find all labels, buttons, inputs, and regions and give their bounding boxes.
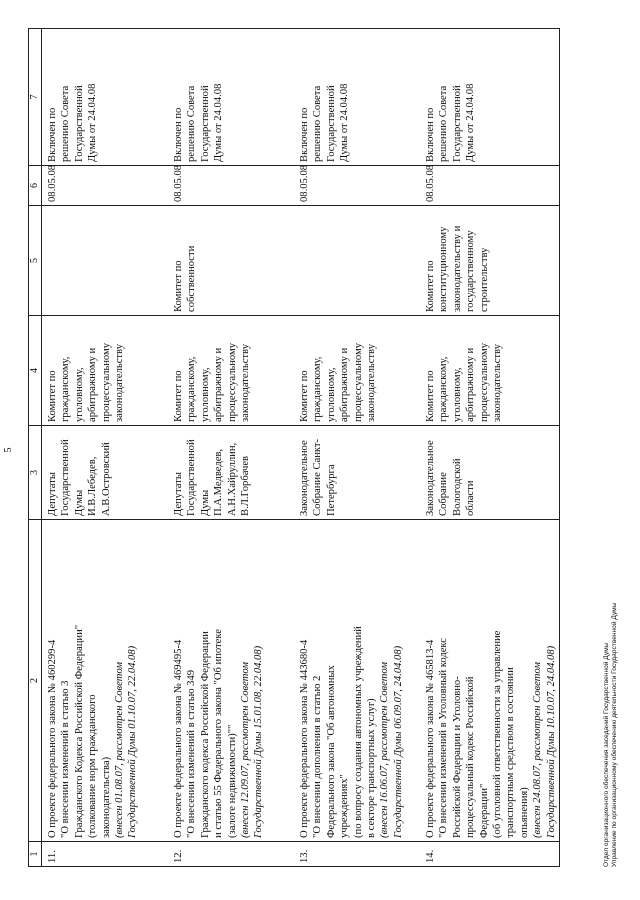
bill-title-line: в секторе транспортных услуг) — [366, 698, 378, 838]
status-line: решению Совета — [438, 85, 450, 162]
row-number-cell — [423, 842, 560, 867]
table-row — [171, 29, 291, 867]
bill-title-cell — [171, 520, 291, 842]
author-line: В.Л.Горбачев — [240, 455, 252, 516]
bill-title-line: О проекте федерального закона № 460299-4 — [47, 639, 58, 838]
co-committee-cell — [42, 206, 166, 316]
status-cell — [42, 29, 166, 166]
committee-cell — [42, 316, 166, 426]
author-line: Собрание — [438, 472, 450, 516]
table-row — [42, 29, 166, 867]
co-committee-line: строительству — [478, 247, 490, 312]
column-header-7: 7 — [29, 29, 42, 166]
bill-note-line: Государственной Думы 01.10.07, 22.04.08) — [127, 645, 139, 838]
bill-title-cell — [297, 520, 417, 842]
bill-title-line: Федерального закона "Об автономных — [325, 665, 337, 838]
footer-line: Управление по организационному обеспечению деятельности Государственной Думы — [611, 602, 618, 867]
bill-title-line: "О внесении изменений в статью 349 — [186, 669, 198, 838]
author-line: Законодательное — [299, 440, 310, 516]
row-number-cell — [42, 842, 166, 867]
date-cell — [297, 166, 417, 206]
column-header-1: 1 — [29, 842, 42, 867]
author-line: Государственной — [60, 439, 72, 516]
committee-line: законодательству — [114, 344, 126, 422]
date-value: 08.05.08 — [173, 164, 184, 202]
row-number: 11. — [47, 850, 58, 863]
row-number: 14. — [425, 849, 436, 863]
bill-title-line: О проекте федерального закона № 443680-4 — [299, 639, 310, 838]
header-row — [29, 29, 42, 867]
column-header-2: 2 — [29, 520, 42, 842]
status-line: Государственной — [325, 85, 337, 162]
status-line: Думы от 24.04.08 — [87, 83, 99, 162]
author-line: Думы — [199, 489, 211, 516]
status-cell — [171, 29, 291, 166]
co-committee-line: собственности — [186, 245, 198, 312]
table-row — [297, 29, 417, 867]
date-value: 08.05.08 — [425, 164, 436, 202]
committee-line: уголовному, — [73, 367, 85, 422]
bill-title-line: Гражданского кодекса Российской Федерации — [199, 631, 211, 838]
bill-note-line: Государственной Думы 10.10.07, 24.04.08) — [545, 645, 557, 838]
date-value: 08.05.08 — [299, 164, 310, 202]
committee-line: Комитет по — [299, 370, 310, 422]
author-line: А.В.Островский — [100, 442, 112, 516]
committee-line: процессуальному — [478, 343, 490, 422]
table-body — [42, 29, 560, 867]
status-line: Включен по — [47, 107, 58, 162]
bill-title-line: О проекте федерального закона № 469495-4 — [173, 639, 184, 838]
committee-line: уголовному, — [325, 367, 337, 422]
footer-line: Отдел организационного обеспечения заседаний Государственной Думы — [603, 642, 610, 867]
bill-title-line: Гражданского Кодекса Российской Федерации" — [73, 624, 85, 838]
author-line: И.В.Лебедев, — [87, 456, 99, 516]
status-line: Думы от 24.04.08 — [465, 83, 477, 162]
bill-title-line: (залоге недвижимости)"" — [226, 724, 238, 838]
author-cell — [297, 426, 417, 520]
committee-line: Комитет по — [425, 370, 436, 422]
status-line: решению Совета — [186, 85, 198, 162]
bill-note-line: (внесен 12.09.07, рассмотрен Советом — [240, 662, 252, 838]
status-line: решению Совета — [312, 85, 324, 162]
page-number: 5 — [3, 447, 14, 453]
bill-title-line: О проекте федерального закона № 465813-4 — [425, 639, 436, 838]
committee-line: Комитет по — [173, 370, 184, 422]
row-number-cell — [297, 842, 417, 867]
status-cell — [423, 29, 560, 166]
bill-note-line: Государственной Думы 15.01.08, 22.04.08) — [253, 645, 265, 838]
date-cell — [42, 166, 166, 206]
committee-cell — [423, 316, 560, 426]
column-header-3: 3 — [29, 426, 42, 520]
bill-note-line: (внесен 24.08.07, рассмотрен Советом — [532, 662, 544, 838]
author-line: П.А.Медведев, — [213, 448, 225, 516]
bill-title-line: (толкование норм гражданского — [87, 694, 99, 838]
bill-title-line: "О внесении изменений в статью 3 — [60, 680, 72, 838]
committee-line: гражданскому, — [186, 356, 198, 422]
status-line: Включен по — [299, 107, 310, 162]
bill-note-line: Государственной Думы 06.09.07, 24.04.08) — [392, 645, 404, 838]
author-line: Думы — [73, 489, 85, 516]
committee-line: арбитражному и — [465, 347, 477, 422]
row-number: 13. — [299, 849, 310, 863]
bill-title-line: (об уголовной ответственности за управление — [492, 630, 504, 838]
author-line: Петербурга — [325, 464, 337, 516]
status-line: Думы от 24.04.08 — [339, 83, 351, 162]
legislation-table — [28, 28, 560, 867]
column-header-4: 4 — [29, 316, 42, 426]
co-committee-cell — [297, 206, 417, 316]
bill-title-line: учреждениях" — [339, 774, 351, 838]
committee-cell — [171, 316, 291, 426]
co-committee-line: Комитет по — [173, 260, 184, 312]
table-row — [423, 29, 560, 867]
committee-line: гражданскому, — [312, 356, 324, 422]
co-committee-cell — [423, 206, 560, 316]
bill-title-line: Российской Федерации и Уголовно- — [451, 676, 463, 838]
co-committee-line: законодательству и — [451, 225, 463, 312]
committee-line: гражданскому, — [438, 356, 450, 422]
committee-line: процессуальному — [100, 343, 112, 422]
author-line: А.Н.Хайруллин, — [226, 442, 238, 516]
bill-title-line: (по вопросу создания автономных учреждений — [352, 626, 364, 838]
column-header-6: 6 — [29, 166, 42, 206]
co-committee-line: Комитет по — [425, 260, 436, 312]
author-line: Депутаты — [47, 472, 58, 516]
committee-line: арбитражному и — [339, 347, 351, 422]
bill-title-line: "О внесении дополнения в статью 2 — [312, 675, 324, 838]
committee-line: Комитет по — [47, 370, 58, 422]
committee-line: гражданскому, — [60, 356, 72, 422]
committee-line: законодательству — [240, 344, 252, 422]
status-line: Включен по — [173, 107, 184, 162]
co-committee-line: конституционному — [438, 226, 450, 312]
committee-line: процессуальному — [226, 343, 238, 422]
co-committee-cell — [171, 206, 291, 316]
status-line: Думы от 24.04.08 — [213, 83, 225, 162]
row-number: 12. — [173, 849, 184, 863]
bill-title-line: Федерации" — [478, 783, 490, 838]
date-cell — [171, 166, 291, 206]
date-value: 08.05.08 — [47, 164, 58, 202]
bill-title-line: транспортным средством в состоянии — [505, 667, 517, 838]
co-committee-line: государственному — [465, 230, 477, 312]
committee-line: арбитражному и — [213, 347, 225, 422]
status-line: Государственной — [199, 85, 211, 162]
author-line: Собрание Санкт- — [312, 438, 324, 516]
bill-title-cell — [42, 520, 166, 842]
committee-line: процессуальному — [352, 343, 364, 422]
committee-cell — [297, 316, 417, 426]
date-cell — [423, 166, 560, 206]
status-line: Государственной — [73, 85, 85, 162]
committee-line: уголовному, — [451, 367, 463, 422]
author-cell — [423, 426, 560, 520]
bill-note-line: (внесен 16.06.07, рассмотрен Советом — [379, 662, 391, 838]
bill-title-line: опьянения) — [518, 787, 530, 838]
author-line: Вологодской области — [451, 458, 477, 516]
status-line: Государственной — [451, 85, 463, 162]
committee-line: законодательству — [492, 344, 504, 422]
bill-title-line: и статью 55 Федерального закона "Об ипотеке — [213, 629, 225, 838]
bill-title-line: законодательства) — [100, 756, 112, 838]
status-line: Включен по — [425, 107, 436, 162]
author-cell — [42, 426, 166, 520]
status-cell — [297, 29, 417, 166]
bill-title-line: "О внесении изменений в Уголовный кодекс — [438, 637, 450, 838]
committee-line: законодательству — [366, 344, 378, 422]
bill-note-line: (внесен 01.08.07, рассмотрен Советом — [114, 662, 126, 838]
footer — [603, 603, 619, 867]
committee-line: арбитражному и — [87, 347, 99, 422]
status-line: решению Совета — [60, 85, 72, 162]
bill-title-cell — [423, 520, 560, 842]
column-header-5: 5 — [29, 206, 42, 316]
row-number-cell — [171, 842, 291, 867]
author-line: Законодательное — [425, 440, 436, 516]
author-cell — [171, 426, 291, 520]
committee-line: уголовному, — [199, 367, 211, 422]
author-line: Государственной — [186, 439, 198, 516]
author-line: Депутаты — [173, 472, 184, 516]
bill-title-line: процессуальный кодекс Российской — [465, 676, 477, 838]
